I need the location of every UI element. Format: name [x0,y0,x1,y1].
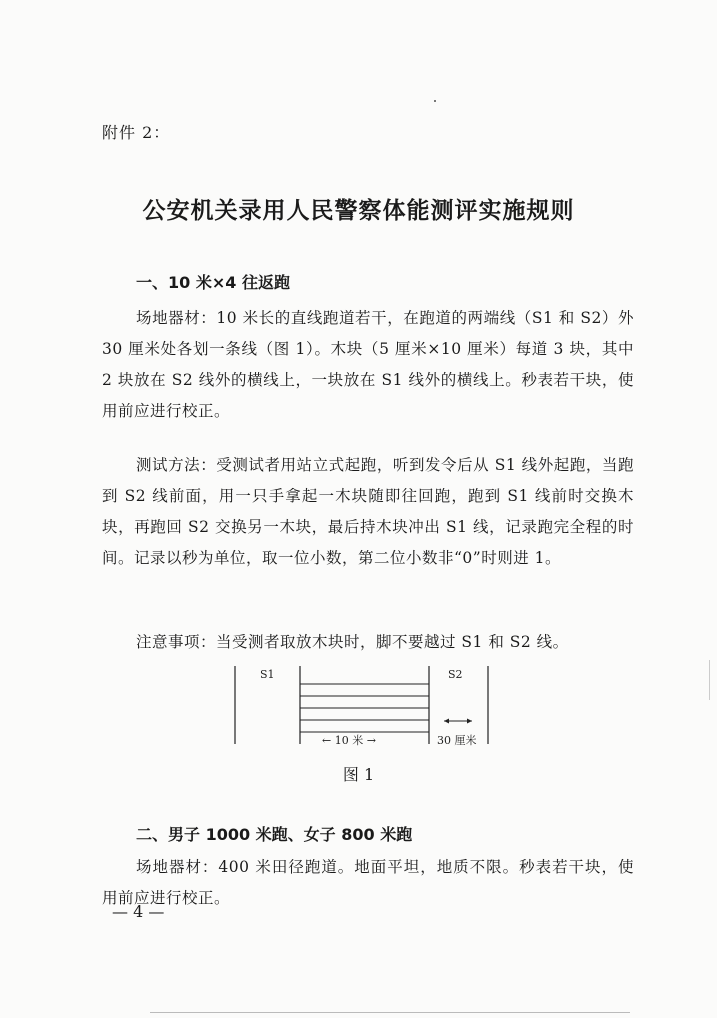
section-1-equipment: 场地器材：10 米长的直线跑道若干，在跑道的两端线（S1 和 S2）外 30 厘米处各划一条线（图 1）。木块（5 厘米×10 厘米）每道 3 块，其中 2 块放在 S2 线外的横线上，一块放在 S1 线外的横线上。秒表若干块，使用前应进行校正。 [102,309,634,420]
attachment-label: 附件 2： [102,123,171,142]
scan-edge [150,1012,630,1013]
page-number: — 4 — [112,902,165,921]
offset-label: 30 厘米 [437,734,477,747]
section-1-notes: 注意事项：当受测者取放木块时，脚不要越过 S1 和 S2 线。 [136,633,569,651]
section-2-heading: 二、男子 1000 米跑、女子 800 米跑 [136,825,413,844]
scan-speck [709,660,710,700]
section-1-method: 测试方法：受测试者用站立式起跑，听到发令后从 S1 线外起跑，当跑到 S2 线前面，用一只手拿起一木块随即往回跑，跑到 S1 线前时交换木块，再跑回 S2 交换另一木块，最后持木块冲出 S1 线，记录跑完全程的时间。记录以秒为单位，取一位小数，第二位小数非“0”时则进 1。 [102,456,634,567]
s2-label: S2 [448,668,463,681]
section-1-heading: 一、10 米×4 往返跑 [136,273,290,292]
scan-speck [434,100,436,102]
s1-label: S1 [260,668,275,681]
length-label: ← 10 米 → [322,734,376,747]
section-2-equipment: 场地器材：400 米田径跑道。地面平坦，地质不限。秒表若干块，使用前应进行校正。 [102,858,634,907]
figure-1-diagram [226,664,506,752]
document-title: 公安机关录用人民警察体能测评实施规则 [142,198,575,224]
figure-1-caption: 图 1 [342,765,375,784]
